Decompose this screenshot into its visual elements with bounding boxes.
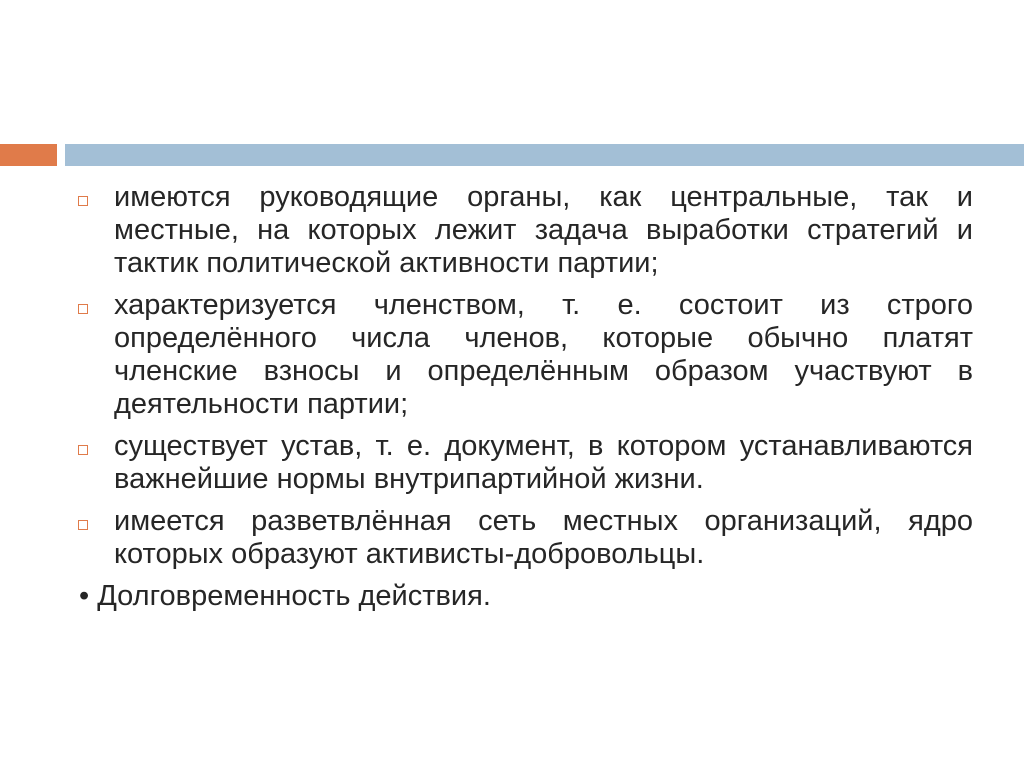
header-bar-blue <box>65 144 1024 166</box>
final-bullet-text: • Долговременность действия. <box>79 580 491 612</box>
list-item <box>78 505 973 571</box>
list-item <box>78 430 973 496</box>
list-item <box>78 181 973 280</box>
list-item-text: имеются руководящие органы, как центральные, так и местные, на которых лежит задача выработки стратегий и тактик политической активности партии; <box>114 181 973 279</box>
list-item-text: существует устав, т. е. документ, в котором устанавливаются важнейшие нормы внутрипартийной жизни. <box>114 430 973 495</box>
square-bullet-icon <box>78 445 88 455</box>
square-bullet-icon <box>78 304 88 314</box>
list-item-text: имеется разветвлённая сеть местных организаций, ядро которых образуют активисты-добровольцы. <box>114 505 973 570</box>
list-item <box>78 289 973 421</box>
bullet-list <box>78 181 973 613</box>
square-bullet-icon <box>78 196 88 206</box>
square-bullet-icon <box>78 520 88 530</box>
list-item-text: характеризуется членством, т. е. состоит из строго определённого числа членов, которые обычно платят членские взносы и определённым образом участвуют в деятельности партии; <box>114 289 973 420</box>
accent-bar-orange <box>0 144 57 166</box>
